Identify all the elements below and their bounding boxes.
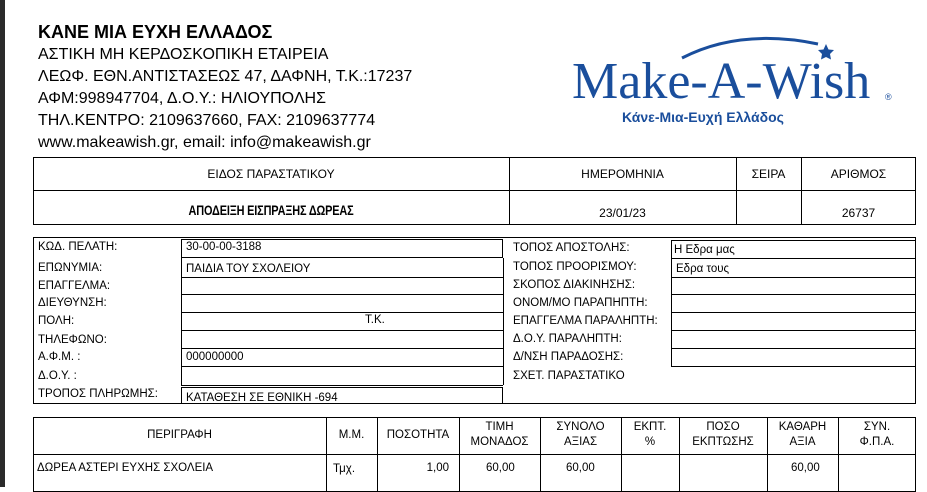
customer-payment-label: ΤΡΟΠΟΣ ΠΛΗΡΩΜΗΣ: — [38, 388, 158, 400]
item-total-value: 60,00 — [566, 462, 595, 474]
header-quantity: ΠΟΣΟΤΗΤΑ — [386, 429, 450, 441]
customer-profession-label: ΕΠΑΓΓΕΛΜΑ: — [38, 280, 111, 292]
ship-from-label: ΤΟΠΟΣ ΑΠΟΣΤΟΛΗΣ: — [513, 242, 630, 254]
delivery-address-label: Δ/ΝΣΗ ΠΑΡΑΔΟΣΗΣ: — [513, 351, 624, 363]
doc-type-cell — [33, 202, 509, 218]
header-vat-line2: Φ.Π.Α. — [859, 436, 895, 448]
customer-name-label: ΕΠΩΝΥΜΙΑ: — [38, 262, 103, 274]
ship-purpose-label: ΣΚΟΠΟΣ ΔΙΑΚΙΝΗΣΗΣ: — [513, 279, 636, 291]
company-name: ΚΑΝΕ ΜΙΑ ΕΥΧΗ ΕΛΛΑΔΟΣ — [38, 22, 273, 42]
doc-date-value: 23/01/23 — [599, 206, 646, 220]
company-type: ΑΣΤΙΚΗ ΜΗ ΚΕΡΔΟΣΚΟΠΙΚΗ ΕΤΑΙΡΕΙΑ — [38, 46, 329, 63]
customer-code-label: ΚΩΔ. ΠΕΛΑΤΗ: — [38, 241, 118, 253]
header-discount-amount-line1: ΠΟΣΟ — [706, 421, 740, 433]
header-total-value-line1: ΣΥΝΟΛΟ — [556, 421, 605, 433]
field-rule — [181, 258, 182, 385]
field-rule — [671, 259, 672, 366]
customer-phone-label: ΤΗΛΕΦΩΝΟ: — [38, 334, 107, 346]
field-rule — [671, 330, 916, 331]
header-net-value-line2: ΑΞΙΑ — [789, 436, 816, 448]
header-description: ΠΕΡΙΓΡΑΦΗ — [147, 429, 212, 441]
customer-code-value: 30-00-00-3188 — [186, 241, 262, 253]
ship-to-label: ΤΟΠΟΣ ΠΡΟΟΡΙΣΜΟΥ: — [513, 261, 637, 273]
field-rule — [181, 277, 503, 278]
logo-text: Make-A-Wish — [572, 53, 871, 110]
header-net-value — [767, 420, 838, 450]
company-address: ΛΕΩΦ. ΕΘΝ.ΑΝΤΙΣΤΑΣΕΩΣ 47, ΔΑΦΝΗ, Τ.Κ.:17237 — [38, 68, 413, 85]
header-vat — [838, 420, 916, 450]
items-header-divider — [33, 454, 916, 455]
customer-payment-value: ΚΑΤΑΘΕΣΗ ΣΕ ΕΘΝΙΚΗ -694 — [186, 392, 338, 404]
field-rule — [503, 258, 504, 385]
item-quantity: 1,00 — [426, 462, 449, 474]
field-rule — [181, 348, 503, 349]
customer-doy-label: Δ.Ο.Υ. : — [38, 370, 77, 382]
header-discount-amount-line2: ΕΚΠΤΩΣΗΣ — [692, 436, 754, 448]
header-discount-percent — [621, 420, 679, 450]
header-total-value — [540, 420, 621, 450]
recipient-profession-label: ΕΠΑΓΓΕΛΜΑ ΠΑΡΑΛΗΠΤΗ: — [513, 315, 658, 327]
field-rule — [181, 385, 503, 386]
company-tax: ΑΦΜ:998947704, Δ.Ο.Υ.: ΗΛΙΟΥΠΟΛΗΣ — [38, 90, 326, 107]
field-box — [671, 240, 916, 259]
field-box — [181, 239, 503, 258]
item-net-value: 60,00 — [791, 462, 820, 474]
header-discount-percent-line2: % — [644, 436, 656, 448]
customer-afm-label: Α.Φ.Μ. : — [38, 351, 81, 363]
item-description: ΔΩΡΕΑ ΑΣΤΕΡΙ ΕΥΧΗΣ ΣΧΟΛΕΙΑ — [37, 462, 214, 474]
header-unit-price-line2: ΜΟΝΑΔΟΣ — [470, 436, 529, 448]
company-web: www.makeawish.gr, email: info@makeawish.gr — [38, 134, 371, 151]
header-unit-price — [459, 420, 540, 450]
item-unit: Τμχ. — [333, 463, 356, 475]
company-phone: ΤΗΛ.ΚΕΝΤΡΟ: 2109637660, FAX: 2109637774 — [38, 112, 376, 129]
field-box — [181, 387, 503, 404]
doc-type-value: ΑΠΟΔΕΙΞΗ ΕΙΣΠΡΑΞΗΣ ΔΩΡΕΑΣ — [188, 202, 354, 218]
customer-info-box — [33, 237, 916, 404]
field-rule — [181, 294, 503, 295]
customer-name-value: ΠΑΙΔΙΑ ΤΟΥ ΣΧΟΛΕΙΟΥ — [186, 263, 311, 275]
field-rule — [181, 312, 503, 313]
ship-from-value: Η Εδρα μας — [674, 244, 735, 256]
doc-series-label: ΣΕΙΡΑ — [751, 167, 786, 181]
field-rule — [671, 348, 916, 349]
doc-header-divider — [33, 190, 916, 191]
field-rule — [671, 294, 916, 295]
doc-number-value: 26737 — [841, 206, 876, 220]
header-discount-percent-line1: ΕΚΠΤ. — [633, 421, 667, 433]
logo-registered: ® — [885, 92, 892, 102]
field-rule — [181, 330, 503, 331]
logo-subtitle: Κάνε-Μια-Ευχή Ελλάδος — [622, 109, 784, 125]
make-a-wish-logo — [570, 32, 910, 132]
recipient-doy-label: Δ.Ο.Υ. ΠΑΡΑΛΗΠΤΗ: — [513, 333, 622, 345]
header-unit: Μ.Μ. — [338, 429, 365, 441]
header-unit-price-line1: ΤΙΜΗ — [485, 421, 514, 433]
field-rule — [671, 366, 916, 367]
customer-afm-value: 000000000 — [186, 351, 244, 363]
doc-date-label: ΗΜΕΡΟΜΗΝΙΑ — [581, 167, 664, 181]
item-unit-price: 60,00 — [486, 462, 515, 474]
header-net-value-line1: ΚΑΘΑΡΗ — [778, 421, 827, 433]
header-total-value-line2: ΑΞΙΑΣ — [563, 436, 598, 448]
customer-address-label: ΔΙΕΥΘΥΝΣΗ: — [38, 297, 107, 309]
page-edge — [0, 0, 5, 487]
related-doc-label: ΣΧΕΤ. ΠΑΡΑΣΤΑΤΙΚΟ — [513, 370, 625, 382]
doc-number-label: ΑΡΙΘΜΟΣ — [830, 167, 887, 181]
field-rule — [671, 312, 916, 313]
doc-type-label: ΕΙΔΟΣ ΠΑΡΑΣΤΑΤΙΚΟΥ — [207, 167, 335, 181]
ship-to-value: Εδρα τους — [676, 263, 730, 275]
field-rule — [181, 366, 503, 367]
header-vat-line1: ΣΥΝ. — [863, 421, 891, 433]
field-rule — [671, 277, 916, 278]
header-discount-amount — [679, 420, 767, 450]
customer-city-label: ΠΟΛΗ: — [38, 315, 75, 327]
recipient-name-label: ΟΝΟΜ/ΜΟ ΠΑΡΑΠΗΠΤΗ: — [513, 297, 648, 309]
customer-postal-label: Τ.Κ. — [365, 314, 385, 326]
